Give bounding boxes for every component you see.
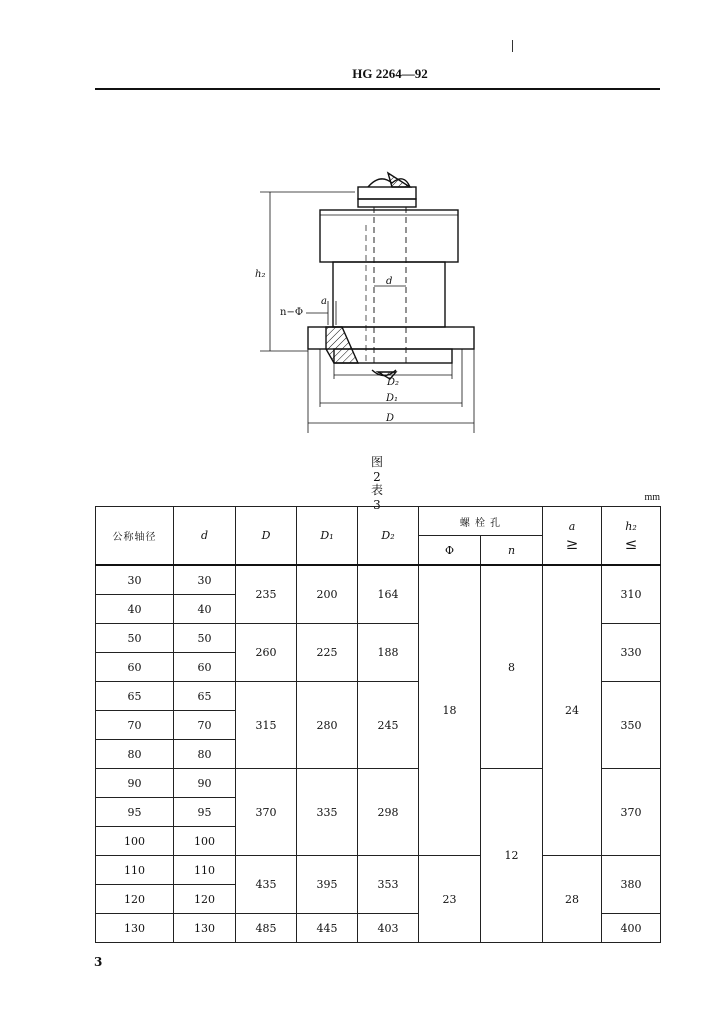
label-D2: D₂ <box>387 377 400 388</box>
phi-cell: 18 <box>419 565 481 856</box>
header-phi: Φ <box>419 536 481 566</box>
shaft-cell: 130 <box>96 914 174 943</box>
d-cell: 30 <box>174 565 236 595</box>
D2-cell: 245 <box>358 682 419 769</box>
header-shaft: 公称轴径 <box>96 507 174 566</box>
shaft-cell: 65 <box>96 682 174 711</box>
D2-cell: 188 <box>358 624 419 682</box>
d-cell: 50 <box>174 624 236 653</box>
shaft-cell: 100 <box>96 827 174 856</box>
header-a-symbol: a <box>568 520 576 533</box>
shaft-cell: 70 <box>96 711 174 740</box>
n-cell: 12 <box>481 769 543 943</box>
header-rule <box>95 88 660 90</box>
d-cell: 70 <box>174 711 236 740</box>
unit-label: mm <box>644 492 660 503</box>
coupling-drawing <box>250 165 490 445</box>
label-D: D <box>386 413 395 424</box>
h2-cell: 380 <box>602 856 661 914</box>
D-cell: 485 <box>236 914 297 943</box>
shaft-cell: 95 <box>96 798 174 827</box>
header-h2-symbol: h₂ <box>625 520 637 533</box>
h2-cell: 330 <box>602 624 661 682</box>
shaft-cell: 30 <box>96 565 174 595</box>
D1-cell: 335 <box>297 769 358 856</box>
d-cell: 100 <box>174 827 236 856</box>
shaft-cell: 90 <box>96 769 174 798</box>
label-h2: h₂ <box>255 269 266 280</box>
d-cell: 60 <box>174 653 236 682</box>
D2-cell: 353 <box>358 856 419 914</box>
D2-cell: 403 <box>358 914 419 943</box>
header-D1: D₁ <box>297 507 358 566</box>
header-D2: D₂ <box>358 507 419 566</box>
shaft-cell: 110 <box>96 856 174 885</box>
D2-cell: 298 <box>358 769 419 856</box>
a-cell: 28 <box>543 856 602 943</box>
header-D: D <box>236 507 297 566</box>
d-cell: 65 <box>174 682 236 711</box>
h2-cell: 350 <box>602 682 661 769</box>
D1-cell: 395 <box>297 856 358 914</box>
shaft-cell: 120 <box>96 885 174 914</box>
standard-code: HG 2264—92 <box>352 66 428 81</box>
shaft-cell: 40 <box>96 595 174 624</box>
D1-cell: 225 <box>297 624 358 682</box>
label-a: a <box>321 296 327 307</box>
d-cell: 130 <box>174 914 236 943</box>
header-h2 <box>602 507 661 566</box>
d-cell: 80 <box>174 740 236 769</box>
h2-cell: 310 <box>602 565 661 624</box>
d-cell: 40 <box>174 595 236 624</box>
header-a <box>543 507 602 566</box>
phi-cell: 23 <box>419 856 481 943</box>
D-cell: 370 <box>236 769 297 856</box>
D-cell: 435 <box>236 856 297 914</box>
D2-cell: 164 <box>358 565 419 624</box>
label-D1: D₁ <box>386 393 399 404</box>
header-d: d <box>174 507 236 566</box>
D-cell: 315 <box>236 682 297 769</box>
d-cell: 120 <box>174 885 236 914</box>
header-bolt-hole: 螺 栓 孔 <box>419 507 543 536</box>
margin-tick <box>512 40 513 52</box>
shaft-cell: 80 <box>96 740 174 769</box>
shaft-cell: 50 <box>96 624 174 653</box>
dimension-table <box>95 506 661 943</box>
header-h2-condition: ≤ <box>624 535 638 553</box>
label-n-phi: n−Φ <box>280 307 304 318</box>
shaft-cell: 60 <box>96 653 174 682</box>
d-cell: 95 <box>174 798 236 827</box>
D-cell: 235 <box>236 565 297 624</box>
h2-cell: 370 <box>602 769 661 856</box>
label-d: d <box>386 276 393 287</box>
n-cell: 8 <box>481 565 543 769</box>
header-n: n <box>481 536 543 566</box>
D1-cell: 200 <box>297 565 358 624</box>
D1-cell: 445 <box>297 914 358 943</box>
table-caption: 表 3 <box>370 483 389 512</box>
header-a-condition: ≥ <box>565 535 579 553</box>
page-number: 3 <box>94 955 103 969</box>
D-cell: 260 <box>236 624 297 682</box>
h2-cell: 400 <box>602 914 661 943</box>
figure-caption: 图 2 <box>370 455 389 484</box>
a-cell: 24 <box>543 565 602 856</box>
d-cell: 110 <box>174 856 236 885</box>
D1-cell: 280 <box>297 682 358 769</box>
d-cell: 90 <box>174 769 236 798</box>
